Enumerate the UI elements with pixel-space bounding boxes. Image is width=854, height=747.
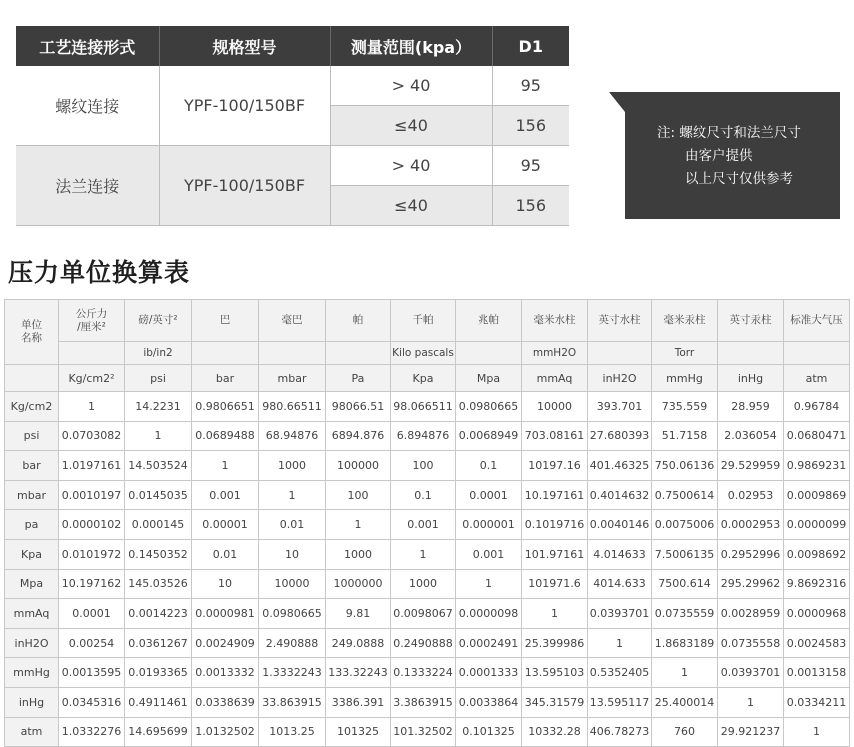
table-cell: 1000000 <box>326 569 391 599</box>
unit-abbr-header: Kg/cm2² <box>59 365 125 392</box>
table-cell: 0.5352405 <box>588 658 652 688</box>
table-cell: 760 <box>652 717 718 747</box>
table-cell: 29.921237 <box>718 717 784 747</box>
table-row <box>5 687 850 717</box>
table-cell: 145.03526 <box>125 569 192 599</box>
unit-cn-header <box>456 300 522 342</box>
unit-en-header <box>456 342 522 365</box>
note-line-1: 注: 螺纹尺寸和法兰尺寸 <box>657 125 801 141</box>
table-cell: 28.959 <box>718 392 784 422</box>
row-unit-label: mbar <box>5 480 59 510</box>
table-cell: 0.0145035 <box>125 480 192 510</box>
unit-abbr-header: mmHg <box>652 365 718 392</box>
table-cell: 2.036054 <box>718 421 784 451</box>
unit-cn-header <box>125 300 192 342</box>
table-cell: 1.8683189 <box>652 628 718 658</box>
table-cell: 1000 <box>391 569 456 599</box>
unit-cn-header <box>652 300 718 342</box>
unit-cn-header <box>259 300 326 342</box>
table-cell: 1 <box>522 599 588 629</box>
table-cell: 51.7158 <box>652 421 718 451</box>
table-cell: 100 <box>326 480 391 510</box>
table-cell: 0.0000098 <box>456 599 522 629</box>
table-cell: 980.66511 <box>259 392 326 422</box>
table-cell: 0.0735558 <box>718 628 784 658</box>
unit-en-header: Kilo pascals <box>391 342 456 365</box>
conversion-table <box>4 299 850 747</box>
table-row <box>5 569 850 599</box>
unit-abbr-header: mmAq <box>522 365 588 392</box>
spec-range-cell: > 40 <box>330 146 492 186</box>
table-cell: 1 <box>784 717 850 747</box>
table-cell: 0.0000099 <box>784 510 850 540</box>
unit-cn-header <box>522 300 588 342</box>
table-row <box>5 599 850 629</box>
table-cell: 0.7500614 <box>652 480 718 510</box>
table-cell: 10000 <box>522 392 588 422</box>
table-cell: 1 <box>326 510 391 540</box>
table-cell: 4.014633 <box>588 539 652 569</box>
table-cell: 10332.28 <box>522 717 588 747</box>
corner-cell <box>5 300 59 365</box>
spec-connection-cell: 螺纹连接 <box>16 66 159 146</box>
table-cell: 0.2952996 <box>718 539 784 569</box>
table-cell: 13.595103 <box>522 658 588 688</box>
row-unit-label: atm <box>5 717 59 747</box>
table-cell: 0.0002491 <box>456 628 522 658</box>
spec-range-cell: > 40 <box>330 66 492 106</box>
table-cell: 0.0002953 <box>718 510 784 540</box>
corner-label-2: 名称 <box>21 332 42 344</box>
table-cell: 0.0033864 <box>456 687 522 717</box>
unit-cn-header <box>192 300 259 342</box>
table-cell: 0.0345316 <box>59 687 125 717</box>
row-unit-label: Kpa <box>5 539 59 569</box>
table-cell: 1000 <box>259 451 326 481</box>
unit-cn-label: 标准大气压 <box>790 314 843 326</box>
row-unit-label: mmAq <box>5 599 59 629</box>
table-cell: 401.46325 <box>588 451 652 481</box>
table-cell: 133.32243 <box>326 658 391 688</box>
unit-abbr-header: mbar <box>259 365 326 392</box>
unit-en-header: Torr <box>652 342 718 365</box>
table-cell: 0.1 <box>391 480 456 510</box>
table-cell: 10 <box>192 569 259 599</box>
table-cell: 0.0068949 <box>456 421 522 451</box>
corner-blank-cell <box>5 365 59 392</box>
spec-range-cell: ≤40 <box>330 106 492 146</box>
spec-d1-cell: 156 <box>492 186 569 226</box>
spec-table <box>16 26 569 226</box>
table-cell: 295.29962 <box>718 569 784 599</box>
unit-cn-header <box>391 300 456 342</box>
table-cell: 0.1450352 <box>125 539 192 569</box>
spec-header-connection: 工艺连接形式 <box>16 26 159 66</box>
table-cell: 0.9869231 <box>784 451 850 481</box>
table-row <box>5 539 850 569</box>
table-cell: 0.0000981 <box>192 599 259 629</box>
unit-abbr-header: inH2O <box>588 365 652 392</box>
table-cell: 249.0888 <box>326 628 391 658</box>
table-cell: 98066.51 <box>326 392 391 422</box>
table-cell: 0.0703082 <box>59 421 125 451</box>
table-cell: 101971.6 <box>522 569 588 599</box>
row-unit-label: inHg <box>5 687 59 717</box>
table-cell: 1.3332243 <box>259 658 326 688</box>
spec-header-model: 规格型号 <box>159 26 330 66</box>
table-cell: 0.0980665 <box>259 599 326 629</box>
table-cell: 0.0024583 <box>784 628 850 658</box>
spec-model-cell: YPF-100/150BF <box>159 66 330 146</box>
table-cell: 0.0361267 <box>125 628 192 658</box>
table-cell: 9.8692316 <box>784 569 850 599</box>
table-cell: 9.81 <box>326 599 391 629</box>
spec-connection-cell: 法兰连接 <box>16 146 159 226</box>
unit-cn-header <box>59 300 125 342</box>
table-cell: 6894.876 <box>326 421 391 451</box>
table-cell: 100 <box>391 451 456 481</box>
table-cell: 0.0680471 <box>784 421 850 451</box>
unit-cn-label: 帕 <box>352 314 364 326</box>
table-cell: 25.400014 <box>652 687 718 717</box>
table-cell: 0.101325 <box>456 717 522 747</box>
unit-abbr-header: Pa <box>326 365 391 392</box>
spec-d1-cell: 95 <box>492 66 569 106</box>
table-cell: 0.0193365 <box>125 658 192 688</box>
table-cell: 14.503524 <box>125 451 192 481</box>
table-cell: 0.0040146 <box>588 510 652 540</box>
table-cell: 2.490888 <box>259 628 326 658</box>
table-cell: 0.0013158 <box>784 658 850 688</box>
unit-en-header: mmH2O <box>522 342 588 365</box>
corner-label-1: 单位 <box>21 319 42 331</box>
table-cell: 10.197162 <box>59 569 125 599</box>
unit-en-header <box>259 342 326 365</box>
unit-abbr-header: inHg <box>718 365 784 392</box>
unit-cn-label: 英寸汞柱 <box>729 314 772 326</box>
row-unit-label: mmHg <box>5 658 59 688</box>
table-cell: 0.0013332 <box>192 658 259 688</box>
page-title: 压力单位换算表 <box>8 258 191 287</box>
table-cell: 0.000001 <box>456 510 522 540</box>
spec-d1-cell: 156 <box>492 106 569 146</box>
table-row <box>5 658 850 688</box>
table-row <box>5 451 850 481</box>
table-cell: 100000 <box>326 451 391 481</box>
table-cell: 1 <box>59 392 125 422</box>
table-cell: 101.97161 <box>522 539 588 569</box>
spec-header-range: 测量范围(kpa） <box>330 26 492 66</box>
table-cell: 29.529959 <box>718 451 784 481</box>
table-row <box>5 392 850 422</box>
table-cell: 1 <box>192 451 259 481</box>
table-row <box>5 717 850 747</box>
table-cell: 7500.614 <box>652 569 718 599</box>
table-cell: 3386.391 <box>326 687 391 717</box>
table-cell: 1.0197161 <box>59 451 125 481</box>
unit-abbr-header: psi <box>125 365 192 392</box>
table-cell: 1.0132502 <box>192 717 259 747</box>
row-unit-label: Mpa <box>5 569 59 599</box>
table-cell: 0.0098067 <box>391 599 456 629</box>
table-row <box>5 510 850 540</box>
unit-cn-label: 千帕 <box>412 314 434 326</box>
table-cell: 98.066511 <box>391 392 456 422</box>
table-cell: 345.31579 <box>522 687 588 717</box>
table-cell: 0.0000968 <box>784 599 850 629</box>
unit-cn-label: 公斤力 <box>75 307 108 320</box>
spec-row <box>16 66 569 106</box>
unit-abbr-header: Kpa <box>391 365 456 392</box>
row-unit-label: psi <box>5 421 59 451</box>
unit-cn-header <box>718 300 784 342</box>
table-cell: 0.0009869 <box>784 480 850 510</box>
table-cell: 0.0735559 <box>652 599 718 629</box>
table-cell: 0.0014223 <box>125 599 192 629</box>
unit-cn-label: 毫米汞柱 <box>663 314 706 326</box>
table-cell: 0.0334211 <box>784 687 850 717</box>
note-notch <box>609 92 625 112</box>
unit-abbr-header: bar <box>192 365 259 392</box>
table-cell: 1 <box>718 687 784 717</box>
table-cell: 1 <box>456 569 522 599</box>
table-cell: 6.894876 <box>391 421 456 451</box>
table-cell: 0.00254 <box>59 628 125 658</box>
table-cell: 1.0332276 <box>59 717 125 747</box>
table-cell: 406.78273 <box>588 717 652 747</box>
note-line-3: 以上尺寸仅供参考 <box>685 171 793 187</box>
table-cell: 0.001 <box>391 510 456 540</box>
unit-abbr-header: atm <box>784 365 850 392</box>
table-cell: 0.1 <box>456 451 522 481</box>
conversion-header-abbr-row <box>5 365 850 392</box>
table-cell: 703.08161 <box>522 421 588 451</box>
unit-cn-label: 英寸水柱 <box>598 314 641 326</box>
table-cell: 10197.16 <box>522 451 588 481</box>
spec-header-row <box>16 26 569 66</box>
table-cell: 0.001 <box>192 480 259 510</box>
table-cell: 10000 <box>259 569 326 599</box>
table-cell: 735.559 <box>652 392 718 422</box>
table-cell: 1000 <box>326 539 391 569</box>
table-cell: 0.2490888 <box>391 628 456 658</box>
row-unit-label: pa <box>5 510 59 540</box>
table-cell: 7.5006135 <box>652 539 718 569</box>
table-cell: 0.02953 <box>718 480 784 510</box>
row-unit-label: bar <box>5 451 59 481</box>
unit-cn-label: 磅/英寸² <box>138 314 178 326</box>
table-cell: 0.1019716 <box>522 510 588 540</box>
table-cell: 1 <box>652 658 718 688</box>
unit-abbr-header: Mpa <box>456 365 522 392</box>
unit-cn-header <box>326 300 391 342</box>
table-cell: 0.01 <box>192 539 259 569</box>
unit-cn-label-2: /厘米² <box>77 320 106 333</box>
spec-header-d1: D1 <box>492 26 569 66</box>
spec-d1-cell: 95 <box>492 146 569 186</box>
table-cell: 0.0028959 <box>718 599 784 629</box>
table-cell: 0.0001 <box>456 480 522 510</box>
unit-en-header <box>588 342 652 365</box>
table-cell: 0.0010197 <box>59 480 125 510</box>
table-cell: 0.9806651 <box>192 392 259 422</box>
spec-row <box>16 146 569 186</box>
table-cell: 0.0689488 <box>192 421 259 451</box>
table-cell: 101325 <box>326 717 391 747</box>
table-row <box>5 480 850 510</box>
table-cell: 10.197161 <box>522 480 588 510</box>
table-cell: 0.0075006 <box>652 510 718 540</box>
table-row <box>5 421 850 451</box>
unit-cn-label: 毫巴 <box>281 314 303 326</box>
table-cell: 0.0338639 <box>192 687 259 717</box>
conversion-header-en-row <box>5 342 850 365</box>
table-cell: 0.0393701 <box>588 599 652 629</box>
table-cell: 0.00001 <box>192 510 259 540</box>
table-cell: 0.0001333 <box>456 658 522 688</box>
table-cell: 33.863915 <box>259 687 326 717</box>
table-cell: 13.595117 <box>588 687 652 717</box>
unit-en-header <box>326 342 391 365</box>
unit-cn-header <box>784 300 850 342</box>
table-cell: 0.4014632 <box>588 480 652 510</box>
table-cell: 0.0001 <box>59 599 125 629</box>
table-cell: 14.695699 <box>125 717 192 747</box>
table-cell: 0.000145 <box>125 510 192 540</box>
table-cell: 14.2231 <box>125 392 192 422</box>
table-cell: 0.001 <box>456 539 522 569</box>
table-cell: 1 <box>588 628 652 658</box>
table-cell: 0.0393701 <box>718 658 784 688</box>
unit-cn-label: 毫米水柱 <box>533 314 576 326</box>
table-cell: 0.0000102 <box>59 510 125 540</box>
table-cell: 1013.25 <box>259 717 326 747</box>
table-cell: 393.701 <box>588 392 652 422</box>
table-cell: 0.0980665 <box>456 392 522 422</box>
table-cell: 0.4911461 <box>125 687 192 717</box>
table-cell: 1 <box>125 421 192 451</box>
unit-cn-header <box>588 300 652 342</box>
row-unit-label: Kg/cm2 <box>5 392 59 422</box>
conversion-header-cn-row <box>5 300 850 342</box>
table-cell: 0.0013595 <box>59 658 125 688</box>
note-line-2: 由客户提供 <box>685 148 753 164</box>
spec-range-cell: ≤40 <box>330 186 492 226</box>
table-cell: 3.3863915 <box>391 687 456 717</box>
table-cell: 1 <box>259 480 326 510</box>
table-cell: 0.01 <box>259 510 326 540</box>
unit-en-header <box>192 342 259 365</box>
table-cell: 0.0098692 <box>784 539 850 569</box>
table-row <box>5 628 850 658</box>
unit-en-header: ib/in2 <box>125 342 192 365</box>
table-cell: 4014.633 <box>588 569 652 599</box>
table-cell: 25.399986 <box>522 628 588 658</box>
unit-en-header <box>718 342 784 365</box>
unit-cn-label: 巴 <box>219 314 231 326</box>
table-cell: 0.96784 <box>784 392 850 422</box>
note-box <box>625 92 840 219</box>
table-cell: 101.32502 <box>391 717 456 747</box>
table-cell: 750.06136 <box>652 451 718 481</box>
table-cell: 0.0024909 <box>192 628 259 658</box>
spec-model-cell: YPF-100/150BF <box>159 146 330 226</box>
table-cell: 1 <box>391 539 456 569</box>
unit-en-header <box>59 342 125 365</box>
table-cell: 68.94876 <box>259 421 326 451</box>
row-unit-label: inH2O <box>5 628 59 658</box>
table-cell: 0.0101972 <box>59 539 125 569</box>
table-cell: 27.680393 <box>588 421 652 451</box>
unit-en-header <box>784 342 850 365</box>
table-cell: 10 <box>259 539 326 569</box>
unit-cn-label: 兆帕 <box>478 314 499 326</box>
table-cell: 0.1333224 <box>391 658 456 688</box>
